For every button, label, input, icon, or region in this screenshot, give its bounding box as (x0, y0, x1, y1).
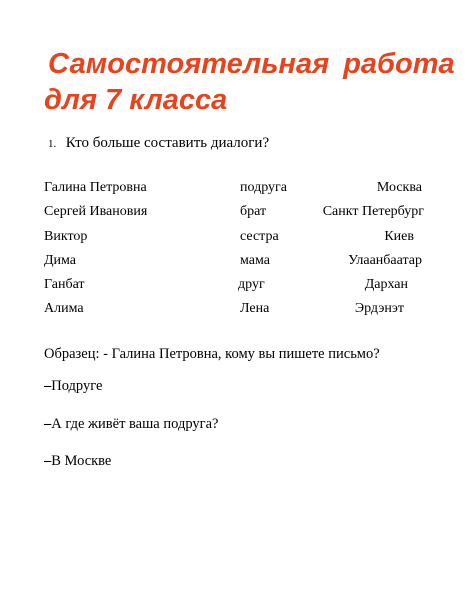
row-relation: брат (240, 204, 267, 219)
row-name: Алима (44, 301, 84, 316)
row-name: Галина Петровна (44, 180, 147, 195)
table-row (0, 301, 474, 321)
task-number: 1. (48, 138, 57, 150)
task-item (48, 135, 269, 152)
dialog-text: А где живёт ваша подруга? (51, 416, 219, 432)
row-relation: друг (238, 277, 265, 292)
row-city: Дархан (364, 277, 408, 292)
row-name: Виктор (44, 229, 88, 244)
title-line-1: Самостоятельная работа (48, 48, 455, 80)
table-row (0, 253, 474, 273)
dialog-dash: – (44, 378, 52, 394)
dialog-text: Подруге (51, 378, 103, 394)
table-row (0, 204, 474, 224)
row-relation: сестра (240, 229, 279, 244)
row-city: Киев (384, 229, 414, 244)
row-name: Дима (44, 253, 77, 268)
table-row (0, 277, 474, 297)
row-city: Санкт Петербург (322, 204, 424, 219)
dialog-line (44, 378, 102, 395)
dialog-line (44, 453, 111, 470)
row-relation: подруга (240, 180, 287, 195)
dialog-dash: – (44, 453, 52, 469)
task-question: Кто больше составить диалоги? (65, 135, 270, 151)
row-name: Сергей Ивановия (44, 204, 148, 219)
row-name: Ганбат (44, 277, 85, 292)
row-city: Москва (376, 180, 422, 195)
row-city: Улаанбаатар (348, 253, 422, 268)
dialog-line (44, 416, 218, 433)
title-line-2: для 7 класса (44, 84, 228, 116)
dialog-dash: – (44, 416, 52, 432)
dialog-text: В Москве (51, 453, 112, 469)
row-relation: мама (240, 253, 270, 268)
sample-line: Образец: - Галина Петровна, кому вы пишете письмо? (44, 346, 380, 362)
row-city: Эрдэнэт (354, 301, 404, 316)
table-row (0, 229, 474, 249)
row-relation: Лена (240, 301, 270, 316)
table-row (0, 180, 474, 200)
